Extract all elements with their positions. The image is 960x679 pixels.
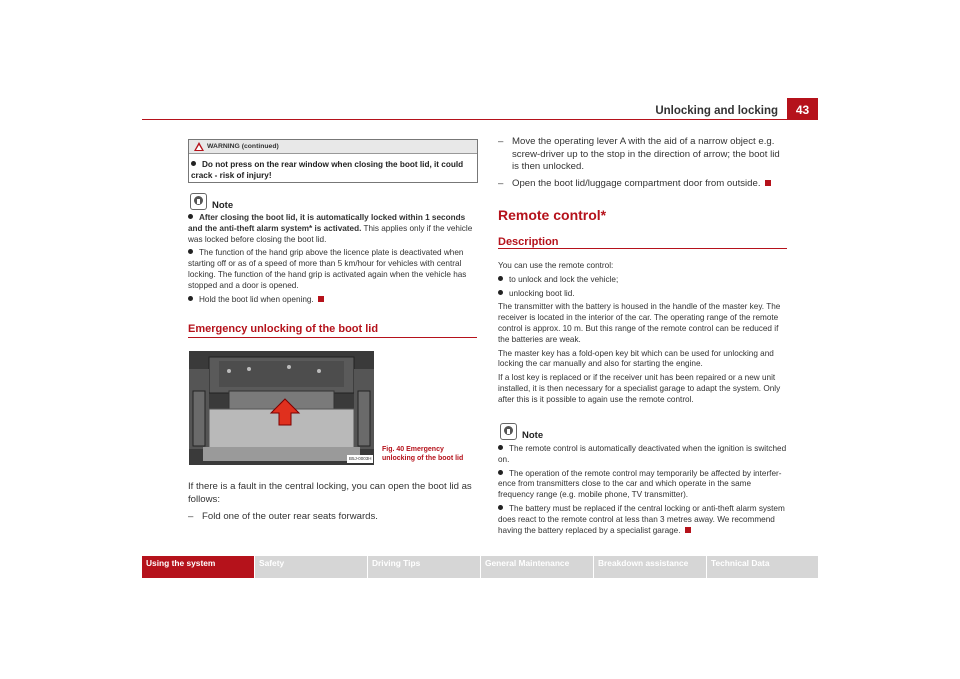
note-item-text: Hold the boot lid when opening.	[199, 294, 314, 304]
warning-text-block	[189, 154, 477, 182]
figure-caption	[382, 446, 463, 463]
bullet-icon	[498, 445, 503, 450]
note-item-text: The function of the hand grip above the licence plate is deactivated when starting off or as of a speed of more than 5 km/hour for vehicles with central locking. The function of the hand grip is activated again when the vehicle has stopped and a door is opened.	[188, 248, 467, 290]
remote-intro: You can use the remote control:	[498, 261, 614, 270]
end-of-section-icon	[765, 180, 771, 186]
figure-boot-interior	[189, 351, 374, 465]
remote-use-item: unlocking boot lid.	[498, 289, 788, 300]
emergency-step-3	[498, 178, 788, 191]
bullet-icon	[188, 296, 193, 301]
bullet-icon	[498, 276, 503, 281]
remote-paragraph: If a lost key is replaced or if the receiver unit has been repaired or a new unit installed, it is then necessary for a specialist garage to adapt the system. Only after this is it possible to again use the remote control.	[498, 373, 781, 404]
note-item: The operation of the remote control may temporarily be affected by interfer-ence from transmitters close to the car and which operate in the same frequency range (e.g. mobile phone, TV transmitter).	[498, 468, 782, 500]
note-icon	[190, 193, 207, 210]
section-rule	[498, 248, 787, 249]
emergency-step-1	[188, 511, 478, 528]
bullet-icon	[188, 249, 193, 254]
remote-note-list	[498, 444, 788, 539]
note-item: The remote control is automatically deactivated when the ignition is switched on.	[498, 444, 787, 464]
emergency-intro: If there is a fault in the central locking, you can open the boot lid as follows:	[188, 481, 472, 505]
remote-use-item: to unlock and lock the vehicle;	[498, 275, 788, 286]
warning-text: Do not press on the rear window when closing the boot lid, it could crack - risk of injury!	[191, 160, 464, 180]
figure-caption-line-1: Fig. 40 Emergency	[382, 446, 444, 453]
tab-safety[interactable]: Safety	[259, 558, 285, 568]
tab-using-the-system[interactable]: Using the system	[142, 556, 254, 578]
note-item	[188, 248, 478, 291]
step-text: Open the boot lid/luggage compartment door from outside.	[512, 177, 761, 189]
section-heading-emergency: Emergency unlocking of the boot lid	[188, 323, 379, 335]
bullet-icon	[188, 214, 193, 219]
step-text: Move the operating lever A with the aid of a narrow object e.g. screw-driver up to the stop in the direction of arrow; the boot lid is then unlocked.	[512, 136, 780, 172]
subsection-heading-description: Description	[498, 236, 559, 248]
note-list	[188, 213, 478, 308]
section-rule	[188, 337, 477, 338]
dash-marker: –	[498, 177, 504, 189]
page-number: 43	[787, 98, 818, 120]
end-of-section-icon	[685, 527, 691, 533]
note-title: Note	[212, 200, 234, 211]
emergency-steps-continued	[498, 136, 788, 194]
boot-illustration	[189, 351, 374, 465]
running-header-title: Unlocking and locking	[655, 105, 778, 117]
note-item: The battery must be replaced if the central locking or anti-theft alarm system does react to the remote control at less than 3 metres away. We recommend having the battery replaced by a specialist garage.	[498, 503, 785, 535]
figure-code: B5J-0003H	[349, 456, 372, 461]
bullet-icon	[498, 290, 503, 295]
note-icon	[500, 423, 517, 440]
tab-breakdown-assistance[interactable]: Breakdown assistance	[598, 558, 689, 568]
figure-caption-line-2: unlocking of the boot lid	[382, 454, 464, 462]
end-of-section-icon	[318, 296, 324, 302]
warning-title: WARNING (continued)	[207, 143, 279, 150]
emergency-step-2	[498, 136, 788, 174]
note-item	[188, 295, 478, 306]
note-title: Note	[522, 430, 544, 441]
tab-general-maintenance[interactable]: General Maintenance	[485, 558, 570, 568]
remote-paragraph: The transmitter with the battery is housed in the handle of the master key. The receiver is located in the interior of the car. The operating range of the remote control is approx. 10 m. But this range of the remote control can be reduced if the batteries are weak.	[498, 302, 781, 344]
note-item	[188, 213, 478, 245]
footer-nav	[142, 556, 818, 578]
step-text: Fold one of the outer rear seats forwards.	[202, 511, 378, 522]
dash-marker: –	[498, 136, 504, 147]
note-item-bold: After closing the boot lid, it is automatically locked within 1 seconds and the anti-theft alarm system* is activated.	[188, 213, 466, 233]
dash-marker: –	[188, 511, 194, 522]
bullet-icon	[498, 505, 503, 510]
note-item-text: This applies only if the vehicle was locked before closing the boot lid.	[188, 223, 473, 244]
warning-header	[189, 140, 477, 154]
tab-technical-data[interactable]: Technical Data	[711, 558, 770, 568]
header-rule	[142, 119, 818, 120]
bullet-icon	[498, 470, 503, 475]
section-heading-remote: Remote control*	[498, 207, 607, 223]
warning-triangle-icon	[194, 142, 204, 151]
bullet-icon	[191, 161, 196, 166]
remote-description	[498, 261, 788, 409]
tab-driving-tips[interactable]: Driving Tips	[372, 558, 421, 568]
remote-paragraph: The master key has a fold-open key bit which can be used for unlocking and locking the car manually and also for starting the engine.	[498, 348, 774, 369]
warning-box	[188, 139, 478, 183]
